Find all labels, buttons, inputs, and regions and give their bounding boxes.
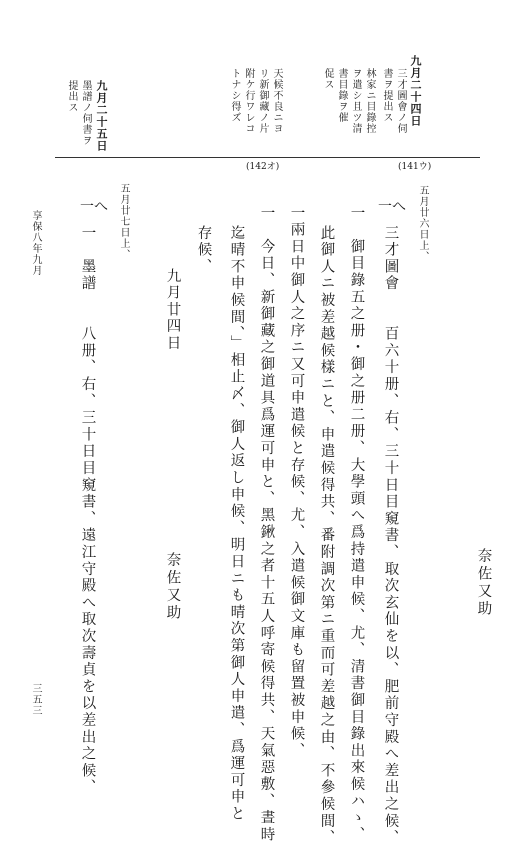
margin-note: 林家ニ目錄控 [364, 68, 375, 134]
entry-date: 五月廿六日上、 [417, 185, 428, 262]
margin-note: 天候不良ニヨ [271, 68, 282, 134]
entry-heading-sep24: 九月二十四日 [409, 55, 422, 127]
text-column: 三才圖會 百六十册、右、三十日目窺書、取次玄仙を以、肥前守殿へ差出之候、 [382, 225, 399, 847]
margin-note: 提出ス [66, 80, 77, 113]
margin-note: リ新御藏ノ片 [257, 68, 268, 134]
entry-marker: 一へ [80, 199, 108, 215]
margin-note: 墨譜ノ伺書ヲ [80, 80, 91, 146]
text-column: 此御人ニ被差越候樣ニと、申遣候得共、番附調次第ニ重而可差越之由、不參候間、 [318, 225, 335, 847]
page-ref-right: (141ウ) [398, 162, 432, 172]
entry-marker: 一へ [378, 199, 406, 215]
margin-note: 三才圖會ノ伺 [395, 68, 406, 134]
text-column: 一兩日中御人之序ニ又可申遣候と存候、尤、入遣候御文庫も留置被申候、 [288, 205, 305, 760]
entry-heading-sep25: 九月二十五日 [95, 80, 108, 152]
margin-note: 附ケ行ワレコ [243, 68, 254, 134]
margin-note: 書ヲ提出ス [381, 68, 392, 123]
text-column: 一 今日、新御藏之御道具爲運可申と、黑鍬之者十五人呼寄候得共、天氣惡敷、晝時 [258, 205, 275, 844]
signature: 奈佐又助 [164, 552, 181, 622]
divider-line [55, 157, 480, 158]
text-column: 一 墨譜 八册、右、三十日目窺書、遠江守殿へ取次壽貞を以差出之候、 [79, 225, 96, 797]
margin-note: トナシ得ズ [229, 68, 240, 123]
margin-note: 書目錄ヲ催 [336, 68, 347, 123]
margin-note: ヲ遣シ且ツ清 [350, 68, 361, 134]
text-column: 一 御目錄五之册・御之册二册、大學頭へ爲持遣申候、尤、清書御目錄出來候ハゝ、 [348, 205, 365, 844]
entry-date: 九月廿四日 [164, 268, 181, 352]
text-column: 迄晴不申候間、」相止〆、御人返し申候、明日ニも晴次第御人申遣、爲運可申と [228, 225, 245, 823]
page-number: 三五三 [30, 683, 41, 716]
page-ref-left: (142オ) [246, 162, 280, 172]
signature: 奈佐又助 [475, 548, 492, 618]
running-header: 享保八年九月 [30, 210, 41, 276]
margin-note: 促ス [322, 68, 333, 90]
text-column: 存候、 [195, 225, 212, 276]
entry-date: 五月廿七日上、 [118, 183, 129, 260]
